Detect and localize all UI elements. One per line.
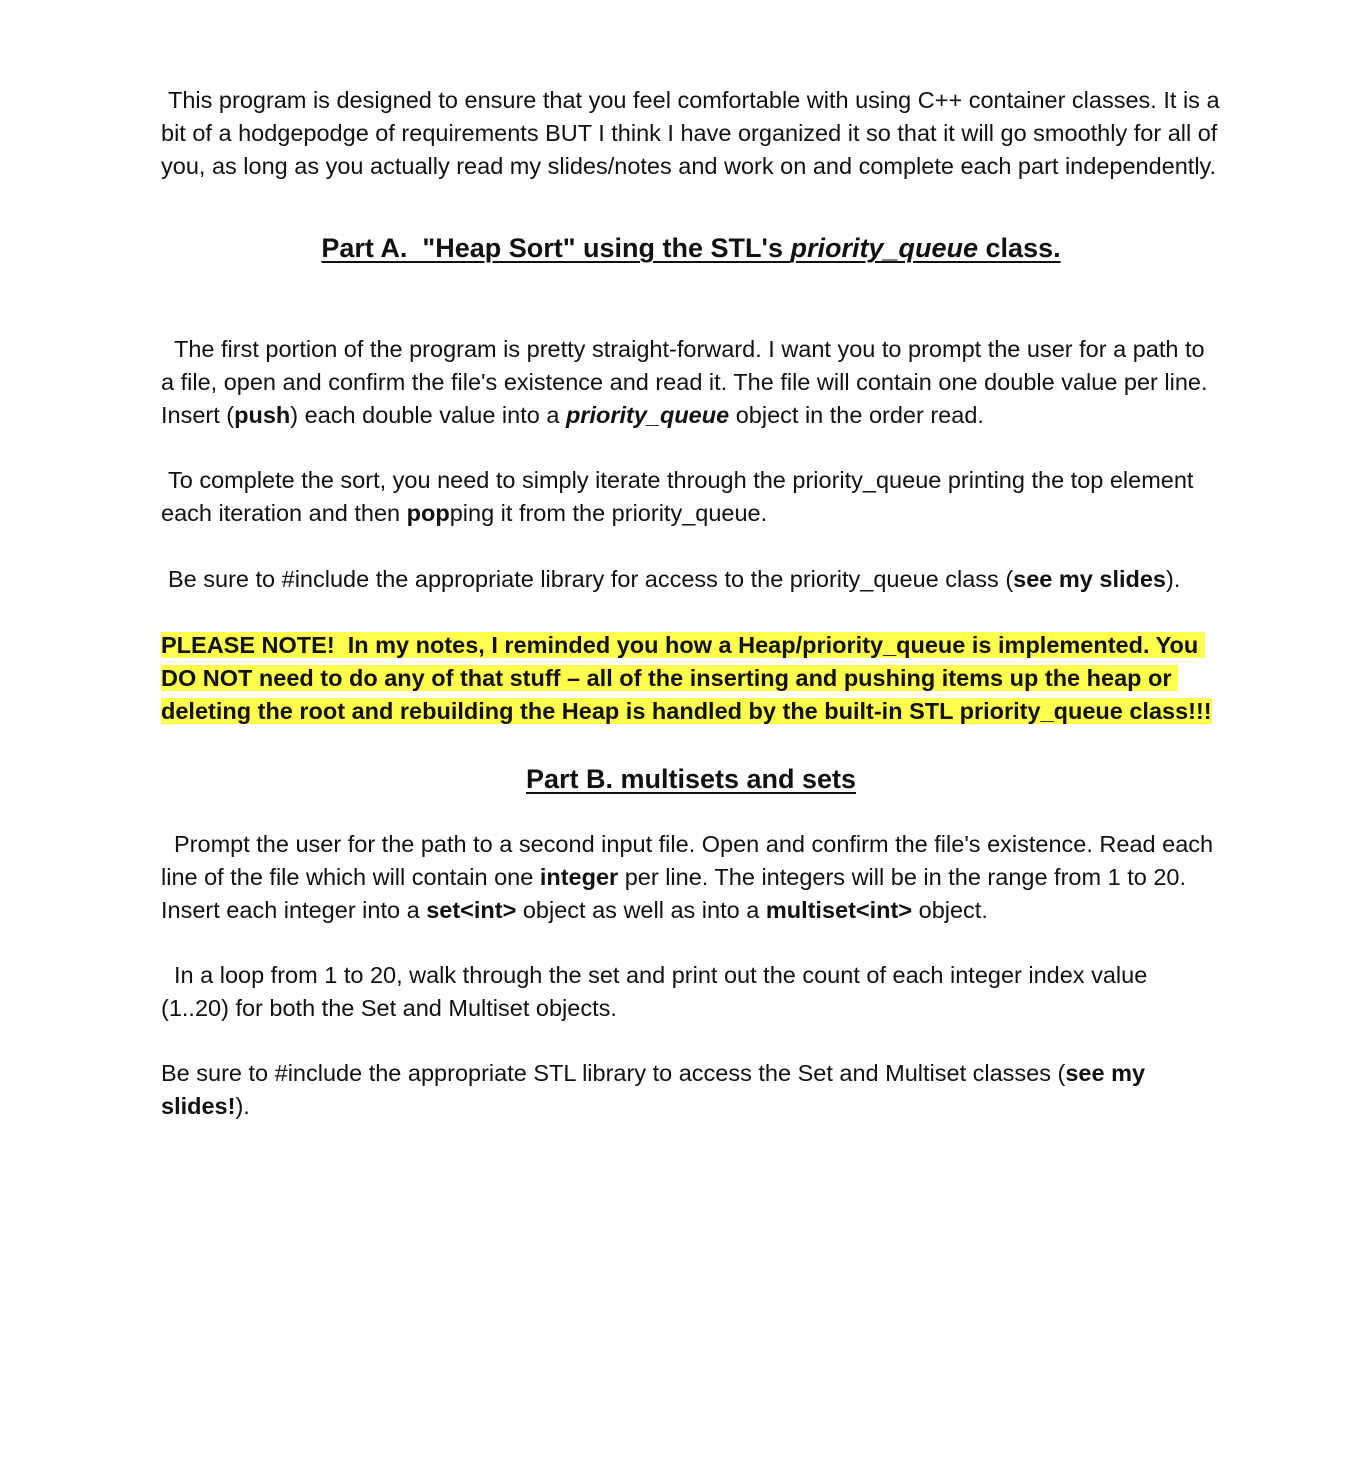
part-b-p1-set-int: set<int> bbox=[426, 897, 517, 923]
part-a-p3-text-b: ). bbox=[1166, 566, 1181, 592]
part-a-p3-text-a: Be sure to #include the appropriate library for access to the priority_queue class ( bbox=[168, 566, 1014, 592]
please-note-highlight: PLEASE NOTE! In my notes, I reminded you how a Heap/priority_queue is implemented. You DO NOT need to do any of that stuff – all of the inserting and pushing items up the heap or deleting the root and rebuilding the Heap is handled by the built-in STL priority_queue class!!! bbox=[161, 632, 1212, 724]
part-a-p1-push: push bbox=[234, 402, 291, 428]
part-a-p3-see-slides: see my slides bbox=[1013, 566, 1166, 592]
part-a-p2-text-b: ping it from the priority_queue. bbox=[449, 500, 768, 526]
part-a-p1-priority-queue: priority_queue bbox=[565, 402, 730, 428]
part-b-p3-text-b: ). bbox=[235, 1093, 250, 1119]
part-a-p1-text-c: object in the order read. bbox=[729, 402, 984, 428]
part-a-paragraph-3 bbox=[161, 563, 1221, 596]
part-a-paragraph-1 bbox=[161, 333, 1228, 432]
part-a-p2-pop: pop bbox=[406, 500, 450, 526]
part-a-p1-text-b: ) each double value into a bbox=[290, 402, 566, 428]
intro-paragraph: This program is designed to ensure that you feel comfortable with using C++ container classes. It is a bit of a hodgepodge of requirements BUT I think I have organized it so that it will go smoothly for all of you, as long as you actually read my slides/notes and work on and complete each part independently. bbox=[161, 87, 1220, 179]
part-a-p1-text-a: The first portion of the program is pretty straight-forward. I want you to prompt the user for a path to a file, open and confirm the file's existence and read it. The file will contain one double value per line. Insert ( bbox=[161, 336, 1228, 428]
part-b-paragraph-2: In a loop from 1 to 20, walk through the set and print out the count of each integer index value (1..20) for both the Set and Multiset objects. bbox=[161, 962, 1148, 1021]
part-a-paragraph-2 bbox=[161, 464, 1221, 530]
part-b-p1-multiset-int: multiset<int> bbox=[765, 897, 913, 923]
please-note-paragraph bbox=[161, 629, 1221, 728]
part-b-p3-text-a: Be sure to #include the appropriate STL library to access the Set and Multiset classes ( bbox=[161, 1060, 1066, 1086]
part-a-heading-suffix: class. bbox=[978, 233, 1061, 263]
part-b-p1-text-b: per line. The integers will be in the range from 1 to 20. Insert each integer into a bbox=[161, 864, 1186, 923]
part-b-p1-integer: integer bbox=[539, 864, 619, 890]
part-b-p3-see-slides: see my slides! bbox=[161, 1060, 1146, 1119]
part-a-heading-italic: priority_queue bbox=[790, 233, 979, 263]
document-page bbox=[161, 84, 1228, 1123]
part-a-p2-text-a: To complete the sort, you need to simply iterate through the priority_queue printing the top element each iteration and then bbox=[161, 467, 1200, 526]
part-b-p1-text-c: object as well as into a bbox=[516, 897, 766, 923]
part-b-heading: Part B. multisets and sets bbox=[525, 764, 857, 794]
part-b-paragraph-1 bbox=[161, 828, 1221, 927]
part-b-p1-text-a: Prompt the user for the path to a second input file. Open and confirm the file's existence. Read each line of the file which will contain one bbox=[161, 831, 1214, 890]
part-a-heading-prefix: Part A. "Heap Sort" using the STL's bbox=[321, 233, 791, 263]
part-b-p1-text-d: object. bbox=[912, 897, 988, 923]
part-b-paragraph-3 bbox=[161, 1057, 1221, 1123]
part-a-heading bbox=[161, 233, 1221, 264]
